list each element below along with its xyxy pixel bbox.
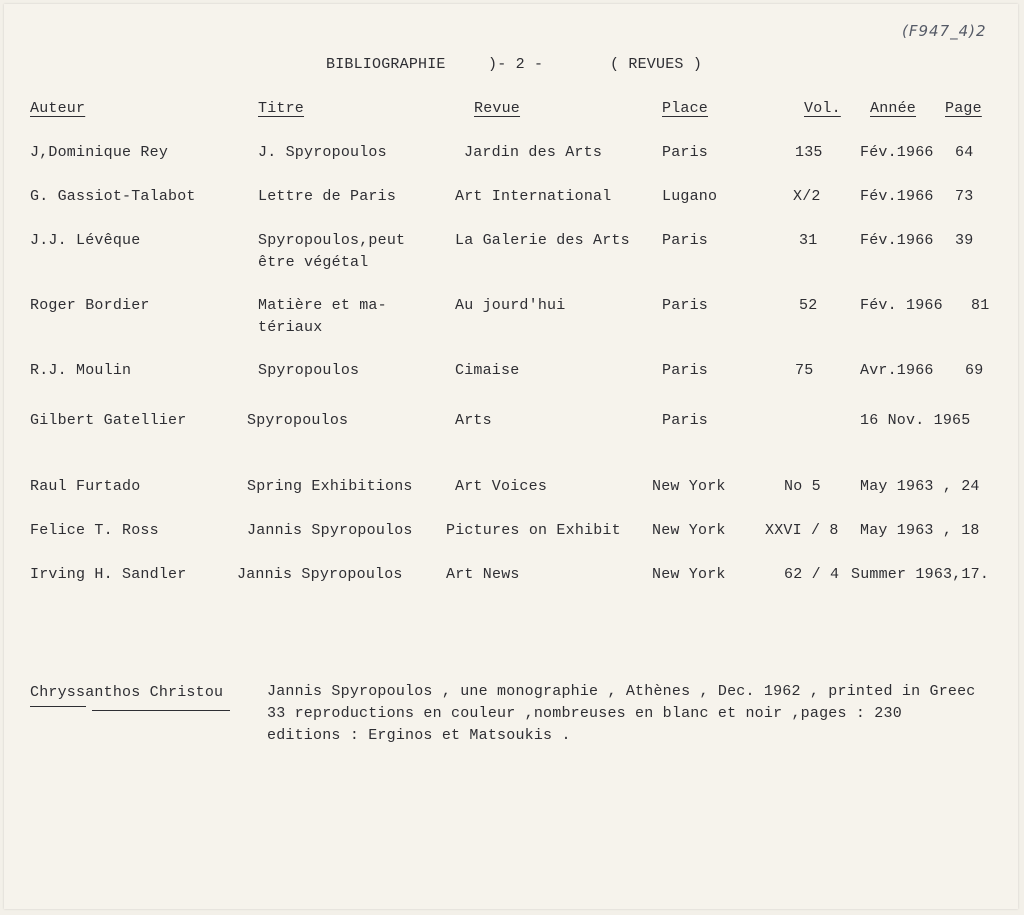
cell-annee: Fév.1966 [860,188,934,205]
cell-vol: X/2 [793,188,821,205]
cell-vol: 52 [799,297,818,314]
cell-vol: No 5 [784,478,821,495]
cell-vol: 75 [795,362,814,379]
cell-auteur: Roger Bordier [30,297,150,314]
cell-revue: Au jourd'hui [455,297,566,314]
cell-titre-line1: Spyropoulos,peut [258,232,406,249]
page-number: )- 2 - [488,56,544,73]
cell-place: Paris [662,362,709,379]
cell-titre-line2: être végétal [258,254,369,271]
cell-place: Paris [662,412,709,429]
cell-annee: 16 Nov. 1965 [860,412,971,429]
monograph-line-2: 33 reproductions en couleur ,nombreuses en blanc et noir ,pages : 230 [267,705,902,722]
cell-vol: XXVI / 8 [765,522,839,539]
cell-titre: Spyropoulos [258,362,360,379]
cell-titre: J. Spyropoulos [258,144,387,161]
cell-place: New York [652,522,726,539]
cell-annee: Avr.1966 [860,362,934,379]
cell-titre-line2: tériaux [258,319,323,336]
cell-auteur: G. Gassiot-Talabot [30,188,196,205]
cell-revue: Art International [455,188,612,205]
cell-auteur: Irving H. Sandler [30,566,187,583]
cell-titre: Jannis Spyropoulos [247,522,413,539]
document-title: BIBLIOGRAPHIE [326,56,446,73]
cell-revue: Jardin des Arts [464,144,603,161]
handwritten-annotation: (F947_4)2 [902,22,987,40]
column-header-revue: Revue [474,100,521,117]
monograph-line-1: Jannis Spyropoulos , une monographie , Athènes , Dec. 1962 , printed in Greec [267,683,976,700]
cell-annee: Summer 1963,17. [851,566,990,583]
cell-revue: Art News [446,566,520,583]
cell-vol: 135 [795,144,823,161]
cell-vol: 31 [799,232,818,249]
cell-place: New York [652,478,726,495]
cell-place: New York [652,566,726,583]
cell-auteur: J.J. Lévêque [30,232,141,249]
cell-titre-line1: Matière et ma- [258,297,387,314]
underline-rule [30,706,86,707]
cell-revue: Arts [455,412,492,429]
cell-place: Paris [662,144,709,161]
cell-auteur: Raul Furtado [30,478,141,495]
column-header-place: Place [662,100,709,117]
cell-auteur: R.J. Moulin [30,362,132,379]
cell-auteur: Gilbert Gatellier [30,412,187,429]
cell-auteur: J,Dominique Rey [30,144,169,161]
cell-page: 69 [965,362,984,379]
cell-place: Paris [662,297,709,314]
column-header-auteur: Auteur [30,100,86,117]
cell-titre: Lettre de Paris [258,188,397,205]
section-label: ( REVUES ) [610,56,703,73]
column-header-titre: Titre [258,100,305,117]
cell-place: Lugano [662,188,718,205]
document-page [4,4,1018,909]
cell-annee: May 1963 , 24 [860,478,980,495]
column-header-annee: Année [870,100,917,117]
cell-annee: Fév.1966 [860,144,934,161]
cell-titre: Jannis Spyropoulos [237,566,403,583]
cell-revue: Art Voices [455,478,548,495]
column-header-vol: Vol. [804,100,841,117]
cell-annee: May 1963 , 18 [860,522,980,539]
cell-revue: Pictures on Exhibit [446,522,621,539]
underline-rule [92,710,230,711]
monograph-line-3: editions : Erginos et Matsoukis . [267,727,571,744]
cell-page: 81 [971,297,990,314]
cell-revue: Cimaise [455,362,520,379]
monograph-author: Chryssanthos Christou [30,684,224,701]
cell-page: 64 [955,144,974,161]
cell-place: Paris [662,232,709,249]
cell-revue: La Galerie des Arts [455,232,630,249]
cell-annee: Fév. 1966 [860,297,943,314]
cell-titre: Spring Exhibitions [247,478,413,495]
cell-titre: Spyropoulos [247,412,349,429]
cell-page: 73 [955,188,974,205]
cell-annee: Fév.1966 [860,232,934,249]
column-header-page: Page [945,100,982,117]
cell-vol: 62 / 4 [784,566,840,583]
cell-auteur: Felice T. Ross [30,522,159,539]
cell-page: 39 [955,232,974,249]
